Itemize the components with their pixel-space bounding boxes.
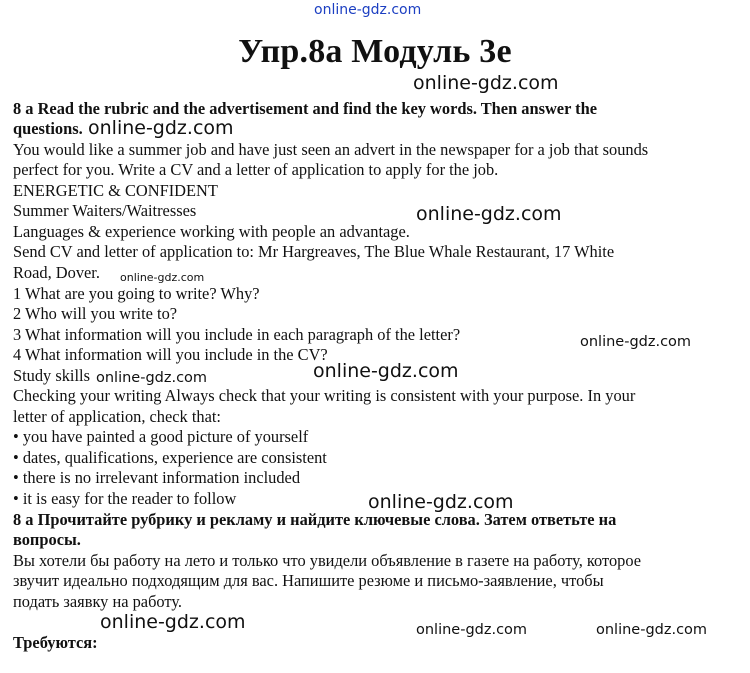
watermark: online-gdz.com — [120, 271, 205, 284]
rubric-en-line1: You would like a summer job and have just seen an advert in the newspaper for a job that sounds — [13, 140, 649, 159]
checking-line1: Checking your writing Always check that your writing is consistent with your purpose. In your — [13, 386, 636, 405]
bullet-2: • dates, qualifications, experience are consistent — [13, 448, 327, 467]
watermark-top: online-gdz.com — [314, 2, 422, 18]
watermark: online-gdz.com — [96, 370, 208, 386]
question-2: 2 Who will you write to? — [13, 304, 178, 323]
question-1: 1 What are you going to write? Why? — [13, 284, 260, 303]
ad-heading: ENERGETIC & CONFIDENT — [13, 181, 218, 200]
task-heading-en-line2: questions. — [13, 119, 83, 138]
ad-send-line2: Road, Dover. — [13, 263, 100, 282]
rubric-ru-line3: подать заявку на работу. — [13, 592, 183, 611]
ad-send-line1: Send CV and letter of application to: Mr Hargreaves, The Blue Whale Restaurant, 17 White — [13, 242, 615, 261]
rubric-en-line2: perfect for you. Write a CV and a letter of application to apply for the job. — [13, 160, 499, 179]
watermark: online-gdz.com — [88, 117, 234, 139]
watermark: online-gdz.com — [416, 203, 562, 225]
task-heading-ru-line1: 8 а Прочитайте рубрику и рекламу и найдите ключевые слова. Затем ответьте на — [13, 510, 617, 529]
bullet-1: • you have painted a good picture of yourself — [13, 427, 309, 446]
watermark: online-gdz.com — [580, 334, 692, 350]
bullet-3: • there is no irrelevant information included — [13, 468, 301, 487]
checking-line2: letter of application, check that: — [13, 407, 221, 426]
watermark: online-gdz.com — [313, 360, 459, 382]
task-heading-en-line1: 8 a Read the rubric and the advertisement and find the key words. Then answer the — [13, 99, 598, 118]
page-title: Упр.8а Модуль 3е — [238, 33, 512, 70]
watermark: online-gdz.com — [368, 491, 514, 513]
watermark: online-gdz.com — [100, 611, 246, 633]
bullet-4: • it is easy for the reader to follow — [13, 489, 237, 508]
rubric-ru-line1: Вы хотели бы работу на лето и только что увидели объявление в газете на работу, которое — [13, 551, 642, 570]
ad-advantage: Languages & experience working with people an advantage. — [13, 222, 410, 241]
study-skills: Study skills — [13, 366, 90, 385]
question-4: 4 What information will you include in the CV? — [13, 345, 328, 364]
wanted-heading: Требуются: — [13, 633, 98, 652]
ad-position: Summer Waiters/Waitresses — [13, 201, 197, 220]
rubric-ru-line2: звучит идеально подходящим для вас. Напишите резюме и письмо-заявление, чтобы — [13, 571, 604, 590]
watermark: online-gdz.com — [413, 72, 559, 94]
watermark: online-gdz.com — [596, 622, 708, 638]
question-3: 3 What information will you include in each paragraph of the letter? — [13, 325, 461, 344]
watermark: online-gdz.com — [416, 622, 528, 638]
task-heading-ru-line2: вопросы. — [13, 530, 81, 549]
